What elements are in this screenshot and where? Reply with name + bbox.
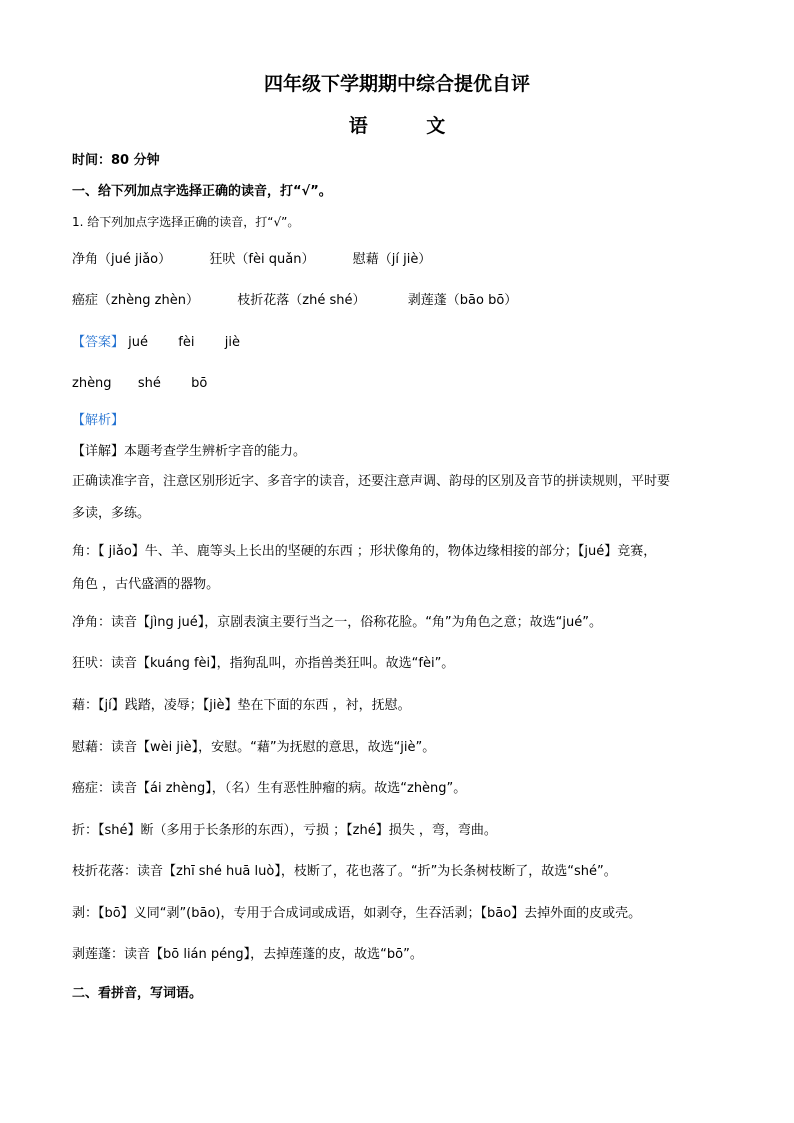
- analysis-line: 净角：读音【jìng jué】，京剧表演主要行当之一，俗称花脸。“角”为角色之意；故选“jué”。: [72, 615, 602, 630]
- analysis-line: 【详解】本题考查学生辨析字音的能力。: [72, 444, 307, 459]
- answer-label: 【答案】: [72, 335, 125, 350]
- answer-1: jué: [128, 335, 149, 350]
- analysis-label: 【解析】: [72, 413, 125, 428]
- question-1: 1. 给下列加点字选择正确的读音，打“√”。: [72, 215, 300, 229]
- section-2-heading: 二、看拼音，写词语。: [72, 986, 203, 1001]
- option-kuangfei: 狂吠（fèi quǎn）: [209, 252, 315, 267]
- answer-5: shé: [137, 376, 161, 391]
- analysis-line: 狂吠：读音【kuáng fèi】，指狗乱叫，亦指兽类狂叫。故选“fèi”。: [72, 656, 455, 671]
- option-jingjiao: 净角（jué jiǎo）: [72, 252, 172, 267]
- section-1-heading: 一、给下列加点字选择正确的读音，打“√”。: [72, 184, 332, 199]
- options-row-1: [72, 251, 431, 269]
- option-aizheng: 癌症（zhèng zhèn）: [72, 293, 199, 308]
- answer-4: zhèng: [72, 376, 112, 391]
- analysis-line: 剥莲蓬：读音【bō lián péng】，去掉莲蓬的皮，故选“bō”。: [72, 947, 423, 962]
- options-row-2: [72, 292, 517, 310]
- answer-2: fèi: [178, 335, 195, 350]
- answer-row-2: [72, 375, 207, 393]
- option-weijie: 慰藉（jí jiè）: [352, 252, 432, 267]
- time-limit: 时间：80 分钟: [72, 153, 160, 168]
- page-title: 四年级下学期期中综合提优自评: [263, 73, 530, 95]
- analysis-line: 角：【 jiǎo】牛、羊、鹿等头上长出的坚硬的东西 ；形状像角的，物体边缘相接的部分；【jué】竞赛，: [72, 544, 657, 559]
- option-zhizhehualuo: 枝折花落（zhé shé）: [237, 293, 366, 308]
- answer-row-1: [72, 334, 240, 352]
- analysis-line: 角色 ，古代盛酒的器物。: [72, 577, 220, 592]
- answer-6: bō: [191, 376, 208, 391]
- analysis-line: 剥：【bō】义同“剥”(bāo)，专用于合成词或成语，如剥夺，生吞活剥；【bāo】去掉外面的皮或壳。: [72, 906, 642, 921]
- analysis-line: 癌症：读音【ái zhèng】，（名）生有恶性肿瘤的病。故选“zhèng”。: [72, 781, 467, 796]
- analysis-line: 慰藉：读音【wèi jiè】，安慰。“藉”为抚慰的意思，故选“jiè”。: [72, 740, 436, 755]
- analysis-line: 枝折花落：读音【zhī shé huā luò】，枝断了，花也落了。“折”为长条树枝断了，故选“shé”。: [72, 864, 617, 879]
- page-subtitle: 语 文: [348, 115, 472, 137]
- analysis-line: 藉：【jí】践踏，凌辱；【jiè】垫在下面的东西 ，衬，抚慰。: [72, 698, 411, 713]
- analysis-line: 多读，多练。: [72, 506, 151, 521]
- option-bolianpeng: 剥莲蓬（bāo bō）: [407, 293, 518, 308]
- analysis-line: 折：【shé】断（多用于长条形的东西），亏损 ；【zhé】损失 ，弯，弯曲。: [72, 823, 497, 838]
- analysis-line: 正确读准字音，注意区别形近字、多音字的读音，还要注意声调、韵母的区别及音节的拼读规则，平时要: [72, 474, 671, 489]
- answer-3: jiè: [224, 335, 240, 350]
